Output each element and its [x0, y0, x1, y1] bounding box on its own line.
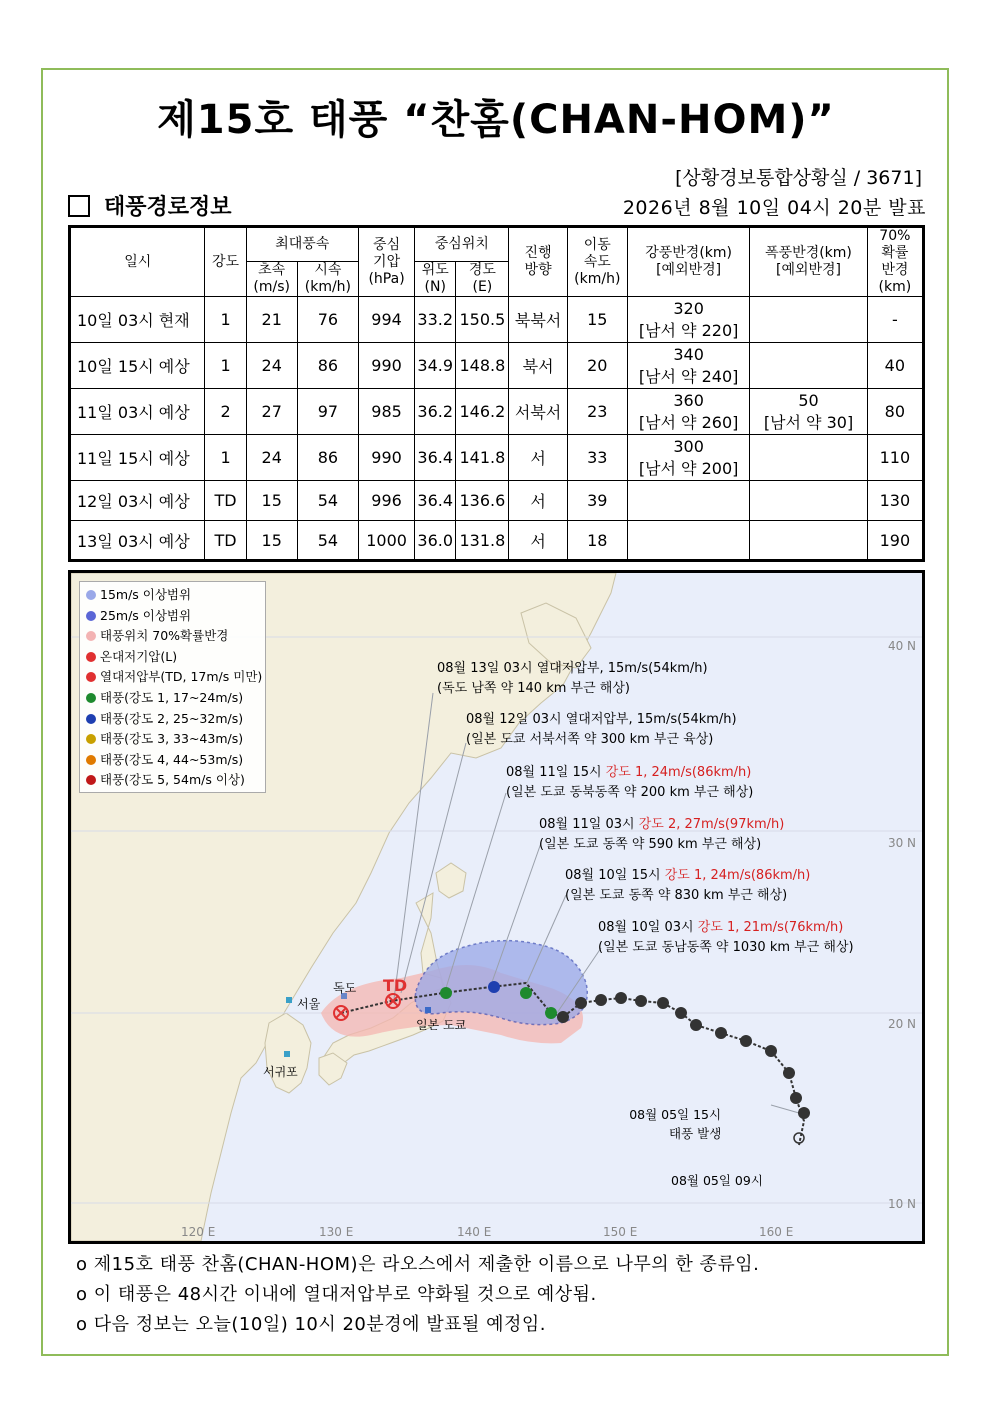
section-heading — [68, 190, 232, 221]
typhoon-track-map — [68, 570, 925, 1244]
note-3: o 다음 정보는 오늘(10일) 10시 20분경에 발표될 예정임. — [76, 1314, 547, 1335]
legend-marker-icon — [86, 693, 96, 703]
cell-spd: 33 — [567, 435, 627, 481]
th-grade: 강도 — [205, 227, 246, 297]
cell-lat: 34.9 — [415, 343, 456, 389]
cell-storm — [750, 435, 867, 481]
cell-hpa: 985 — [358, 389, 414, 435]
legend-marker-icon — [86, 672, 96, 682]
cell-hpa: 994 — [358, 297, 414, 343]
legend-item: 태풍위치 70%확률반경 — [86, 626, 259, 647]
legend-marker-icon — [86, 714, 96, 724]
cell-prob: 40 — [867, 343, 923, 389]
cell-dir: 북서 — [509, 343, 567, 389]
cell-spd: 15 — [567, 297, 627, 343]
cell-hpa: 1000 — [358, 521, 414, 561]
legend-marker-icon — [86, 775, 96, 785]
genesis-label: 08월 05일 15시 태풍 발생 — [629, 1107, 722, 1141]
cell-time: 13일 03시 예상 — [70, 521, 205, 561]
origin-label: 08월 05일 09시 — [671, 1173, 763, 1188]
lon-label-160: 160 E — [759, 1225, 794, 1239]
cell-prob: 130 — [867, 481, 923, 521]
place-seoul: 서울 — [297, 997, 321, 1011]
th-kmh: 시속 (km/h) — [297, 262, 358, 297]
cell-dir: 서 — [509, 521, 567, 561]
legend-item: 태풍(강도 2, 25~32m/s) — [86, 709, 259, 730]
th-center: 중심위치 — [415, 227, 509, 262]
cell-ms: 21 — [246, 297, 297, 343]
lon-label-130: 130 E — [319, 1225, 354, 1239]
th-prob-radius: 70% 확률 반경 (km) — [867, 227, 923, 297]
legend-item: 태풍(강도 1, 17~24m/s) — [86, 688, 259, 709]
cell-lat: 36.2 — [415, 389, 456, 435]
cell-lon: 141.8 — [456, 435, 509, 481]
cell-prob: - — [867, 297, 923, 343]
cell-grade: 2 — [205, 389, 246, 435]
place-dokdo: 독도 — [333, 981, 357, 995]
cell-ms: 24 — [246, 435, 297, 481]
cell-kmh: 97 — [297, 389, 358, 435]
table-row — [70, 481, 924, 521]
cell-prob: 80 — [867, 389, 923, 435]
cell-hpa: 996 — [358, 481, 414, 521]
legend-marker-icon — [86, 755, 96, 765]
cell-storm — [750, 343, 867, 389]
cell-lat: 36.4 — [415, 481, 456, 521]
cell-hpa: 990 — [358, 343, 414, 389]
cell-grade: 1 — [205, 297, 246, 343]
cell-grade: TD — [205, 521, 246, 561]
cell-spd: 20 — [567, 343, 627, 389]
lat-label-40: 40 N — [887, 639, 916, 653]
th-direction: 진행 방향 — [509, 227, 567, 297]
legend-item: 태풍(강도 5, 54m/s 이상) — [86, 770, 259, 791]
track-callout: 08월 11일 15시 강도 1, 24m/s(86km/h) (일본 도쿄 동북동쪽 약 200 km 부근 해상) — [506, 765, 754, 800]
track-callout: 08월 11일 03시 강도 2, 27m/s(97km/h) (일본 도쿄 동쪽 약 590 km 부근 해상) — [539, 817, 785, 852]
td-label: TD — [383, 976, 408, 995]
cell-gale — [627, 521, 749, 561]
table-row — [70, 343, 924, 389]
cell-ms: 27 — [246, 389, 297, 435]
cell-time: 12일 03시 예상 — [70, 481, 205, 521]
cell-gale: 360 [남서 약 260] — [627, 389, 749, 435]
cell-spd: 18 — [567, 521, 627, 561]
cell-dir: 북북서 — [509, 297, 567, 343]
th-gale-radius: 강풍반경(km) [예외반경] — [627, 227, 749, 297]
cell-kmh: 86 — [297, 435, 358, 481]
table-row — [70, 297, 924, 343]
cell-time: 11일 03시 예상 — [70, 389, 205, 435]
department-label: [상황경보통합상황실 / 3671] — [675, 167, 922, 189]
place-seogwipo: 서귀포 — [263, 1065, 298, 1079]
cell-spd: 23 — [567, 389, 627, 435]
cell-lon: 146.2 — [456, 389, 509, 435]
notes — [76, 1250, 759, 1340]
cell-kmh: 54 — [297, 481, 358, 521]
cell-spd: 39 — [567, 481, 627, 521]
th-lon: 경도 (E) — [456, 262, 509, 297]
track-callout: 08월 13일 03시 열대저압부, 15m/s(54km/h) (독도 남쪽 약 140 km 부근 해상) — [437, 661, 708, 696]
lat-label-10: 10 N — [887, 1197, 916, 1211]
legend-item: 열대저압부(TD, 17m/s 미만) — [86, 667, 259, 688]
legend-marker-icon — [86, 631, 96, 641]
track-callout: 08월 10일 15시 강도 1, 24m/s(86km/h) (일본 도쿄 동쪽 약 830 km 부근 해상) — [565, 868, 811, 903]
cell-storm: 50 [남서 약 30] — [750, 389, 867, 435]
issued-time: 2026년 8월 10일 04시 20분 발표 — [622, 197, 926, 219]
cell-storm — [750, 481, 867, 521]
cell-prob: 110 — [867, 435, 923, 481]
track-callout: 08월 10일 03시 강도 1, 21m/s(76km/h) (일본 도쿄 동남동쪽 약 1030 km 부근 해상) — [598, 920, 854, 955]
cell-kmh: 54 — [297, 521, 358, 561]
cell-time: 10일 15시 예상 — [70, 343, 205, 389]
cell-storm — [750, 297, 867, 343]
lat-label-20: 20 N — [887, 1017, 916, 1031]
checkbox-icon — [68, 195, 90, 217]
track-callout: 08월 12일 03시 열대저압부, 15m/s(54km/h) (일본 도쿄 서북서쪽 약 300 km 부근 육상) — [466, 712, 737, 747]
cell-dir: 서 — [509, 435, 567, 481]
cell-ms: 15 — [246, 481, 297, 521]
cell-dir: 서북서 — [509, 389, 567, 435]
track-table — [68, 225, 925, 562]
cell-time: 10일 03시 현재 — [70, 297, 205, 343]
th-time: 일시 — [70, 227, 205, 297]
note-1: o 제15호 태풍 찬홈(CHAN-HOM)은 라오스에서 제출한 이름으로 나무의 한 종류임. — [76, 1254, 760, 1275]
cell-lat: 36.4 — [415, 435, 456, 481]
legend-marker-icon — [86, 734, 96, 744]
cell-lat: 33.2 — [415, 297, 456, 343]
cell-gale — [627, 481, 749, 521]
cell-gale: 300 [남서 약 200] — [627, 435, 749, 481]
lat-label-30: 30 N — [887, 836, 916, 850]
th-lat: 위도 (N) — [415, 262, 456, 297]
th-ms: 초속 (m/s) — [246, 262, 297, 297]
legend-item: 태풍(강도 4, 44~53m/s) — [86, 750, 259, 771]
cell-gale: 340 [남서 약 240] — [627, 343, 749, 389]
cell-lon: 131.8 — [456, 521, 509, 561]
table-row — [70, 435, 924, 481]
cell-gale: 320 [남서 약 220] — [627, 297, 749, 343]
table-row — [70, 521, 924, 561]
legend-item: 태풍(강도 3, 33~43m/s) — [86, 729, 259, 750]
cell-grade: TD — [205, 481, 246, 521]
cell-storm — [750, 521, 867, 561]
th-speed: 이동 속도 (km/h) — [567, 227, 627, 297]
cell-grade: 1 — [205, 343, 246, 389]
legend-item: 온대저기압(L) — [86, 647, 259, 668]
cell-lon: 136.6 — [456, 481, 509, 521]
cell-ms: 24 — [246, 343, 297, 389]
lon-label-150: 150 E — [603, 1225, 638, 1239]
cell-grade: 1 — [205, 435, 246, 481]
th-storm-radius: 폭풍반경(km) [예외반경] — [750, 227, 867, 297]
legend-marker-icon — [86, 590, 96, 600]
section-title: 태풍경로정보 — [104, 195, 232, 220]
cell-ms: 15 — [246, 521, 297, 561]
cell-prob: 190 — [867, 521, 923, 561]
lon-label-140: 140 E — [457, 1225, 492, 1239]
map-legend — [79, 581, 266, 793]
legend-item: 15m/s 이상범위 — [86, 585, 259, 606]
cell-dir: 서 — [509, 481, 567, 521]
cell-lon: 150.5 — [456, 297, 509, 343]
th-pressure: 중심 기압 (hPa) — [358, 227, 414, 297]
page-title: 제15호 태풍 “찬홈(CHAN-HOM)” — [157, 97, 835, 143]
lon-label-120: 120 E — [181, 1225, 216, 1239]
cell-hpa: 990 — [358, 435, 414, 481]
th-maxwind: 최대풍속 — [246, 227, 358, 262]
legend-marker-icon — [86, 652, 96, 662]
table-row — [70, 389, 924, 435]
place-tokyo: 일본 도쿄 — [416, 1018, 467, 1032]
note-2: o 이 태풍은 48시간 이내에 열대저압부로 약화될 것으로 예상됨. — [76, 1284, 597, 1305]
legend-marker-icon — [86, 611, 96, 621]
legend-item: 25m/s 이상범위 — [86, 606, 259, 627]
cell-kmh: 86 — [297, 343, 358, 389]
cell-kmh: 76 — [297, 297, 358, 343]
cell-time: 11일 15시 예상 — [70, 435, 205, 481]
cell-lat: 36.0 — [415, 521, 456, 561]
cell-lon: 148.8 — [456, 343, 509, 389]
